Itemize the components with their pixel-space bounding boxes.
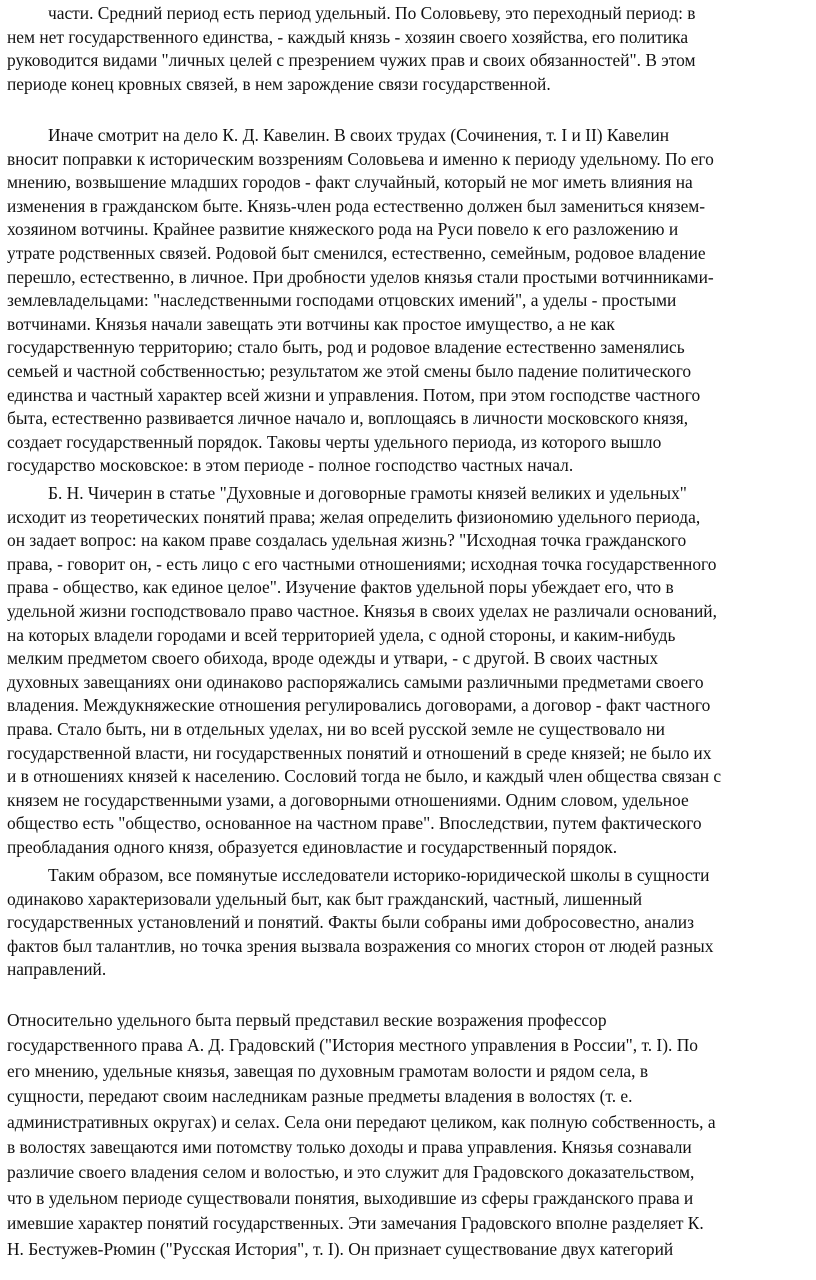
text-line: в волостях завещаются ими потомству только доходы и права управления. Князья сознавали: [7, 1136, 692, 1157]
text-line: права - общество, как единое целое". Изучение фактов удельной поры убеждает его, что в: [7, 577, 674, 598]
paragraph-gradovsky: [0, 1008, 716, 1262]
text-line: и в отношениях князей к населению. Сословий тогда не было, и каждый член общества связан с: [7, 766, 722, 787]
text-line: государственную территорию; стало быть, род и родовое владение естественно заменялись: [7, 337, 685, 358]
text-line: различие своего владения селом и волостью, и это служит для Градовского доказательством,: [7, 1162, 695, 1183]
text-line: Таким образом, все помянутые исследователи историко-юридической школы в сущности: [48, 865, 710, 885]
text-line: периоде конец кровных связей, в нем зарождение связи государственной.: [7, 73, 551, 94]
text-line: общество есть "общество, основанное на частном праве". Впоследствии, путем фактического: [7, 813, 702, 834]
text-line: что в удельном периоде существовали понятия, выходившие из сферы гражданского права и: [7, 1187, 694, 1208]
text-line: руководится видами "личных целей с презрением чужих прав и своих обязанностей". В этом: [7, 50, 696, 71]
text-line: утрате родственных связей. Родовой быт сменился, естественно, семейным, родовое владение: [7, 242, 706, 263]
text-line: исходит из теоретических понятий права; желая определить физиономию удельного периода,: [7, 506, 701, 527]
text-line: вотчинами. Князья начали завещать эти вотчины как простое имущество, а не как: [7, 313, 615, 334]
text-line: единства и частный характер всей жизни и управления. Потом, при этом господстве частного: [7, 384, 701, 405]
text-line: землевладельцами: "наследственными господами отцовских имений", а уделы - простыми: [7, 290, 677, 311]
text-line: нем нет государственного единства, - каждый князь - хозяин своего хозяйства, его политика: [7, 26, 689, 47]
text-line: хозяином вотчины. Крайнее развитие княжеского рода на Руси повело к его разложению и: [7, 219, 679, 240]
paragraph-chicherin: [0, 482, 721, 860]
text-line: его мнению, удельные князья, завещая по духовным грамотам волости и рядом села, в: [7, 1060, 649, 1081]
text-line: преобладания одного князя, образуется единовластие и государственный порядок.: [7, 836, 618, 857]
text-line: государственных установлений и понятий. Факты были собраны ими добросовестно, анализ: [7, 912, 694, 933]
text-line: перешло, естественно, в личное. При дробности уделов князья стали простыми вотчинниками-: [7, 266, 714, 287]
text-line: удельной жизни господствовало право частное. Князья в своих уделах не различали оснований,: [7, 600, 717, 621]
text-line: Иначе смотрит на дело К. Д. Кавелин. В своих трудах (Сочинения, т. I и II) Кавелин: [48, 125, 670, 145]
text-line: быта, естественно развивается личное начало и, воплощаясь в личности московского князя,: [7, 408, 689, 429]
text-line: государственной власти, ни государственных понятий и отношений в среде князей; не было их: [7, 742, 712, 763]
text-line: семьей и частной собственностью; результатом же этой смены было падение политического: [7, 360, 692, 381]
paragraph-soloviev: [0, 2, 696, 96]
text-line: части. Средний период есть период удельный. По Соловьеву, это переходный период: в: [48, 3, 696, 23]
text-line: владения. Междукняжеские отношения регулировались договорами, а договор - факт частного: [7, 695, 711, 716]
text-line: имевшие характер понятий государственных. Эти замечания Градовского вполне разделяет К.: [7, 1213, 704, 1234]
text-line: государство московское: в этом периоде - полное господство частных начал.: [7, 455, 574, 476]
text-line: фактов был талантлив, но точка зрения вызвала возражения со многих сторон от людей разных: [7, 935, 714, 956]
text-line: государственного права А. Д. Градовский ("История местного управления в России", т. I). По: [7, 1035, 698, 1056]
text-line: изменения в гражданском быте. Князь-член рода естественно должен был замениться князем-: [7, 195, 706, 216]
text-line: права, - говорит он, - есть лицо с его частными отношениями; исходная точка государственного: [7, 553, 717, 574]
text-line: духовных завещаниях они одинаково распоряжались самыми различными предметами своего: [7, 671, 704, 692]
text-line: Б. Н. Чичерин в статье "Духовные и договорные грамоты князей великих и удельных": [48, 483, 687, 503]
text-line: права. Стало быть, ни в отдельных уделах, ни во всей русской земле не существовало ни: [7, 718, 665, 739]
text-line: одинаково характеризовали удельный быт, как быт гражданский, частный, лишенный: [7, 888, 643, 909]
text-line: Относительно удельного быта первый представил веские возражения профессор: [7, 1010, 607, 1030]
text-line: князем не государственными узами, а договорными отношениями. Одним словом, удельное: [7, 789, 689, 810]
text-line: сущности, передают своим наследникам разные предметы владения в волостях (т. е.: [7, 1086, 633, 1107]
text-line: Н. Бестужев-Рюмин ("Русская История", т. I). Он признает существование двух категорий: [7, 1238, 674, 1259]
text-line: он задает вопрос: на каком праве создалась удельная жизнь? "Исходная точка гражданского: [7, 530, 687, 551]
text-line: на которых владели городами и всей территорией удела, с одной стороны, и каким-нибудь: [7, 624, 676, 645]
text-line: вносит поправки к историческим воззрениям Соловьева и именно к периоду удельному. По его: [7, 148, 714, 169]
paragraph-summary: [0, 864, 713, 982]
text-line: мелким предметом своего обихода, вроде одежды и утвари, - с другой. В своих частных: [7, 648, 659, 669]
paragraph-kavelin: [0, 124, 714, 478]
text-line: создает государственный порядок. Таковы черты удельного периода, из которого вышло: [7, 431, 662, 452]
text-line: административных округах) и селах. Села они передают целиком, как полную собственность, а: [7, 1111, 716, 1132]
text-line: направлений.: [7, 959, 107, 980]
text-line: мнению, возвышение младших городов - факт случайный, который не мог иметь влияния на: [7, 172, 693, 193]
